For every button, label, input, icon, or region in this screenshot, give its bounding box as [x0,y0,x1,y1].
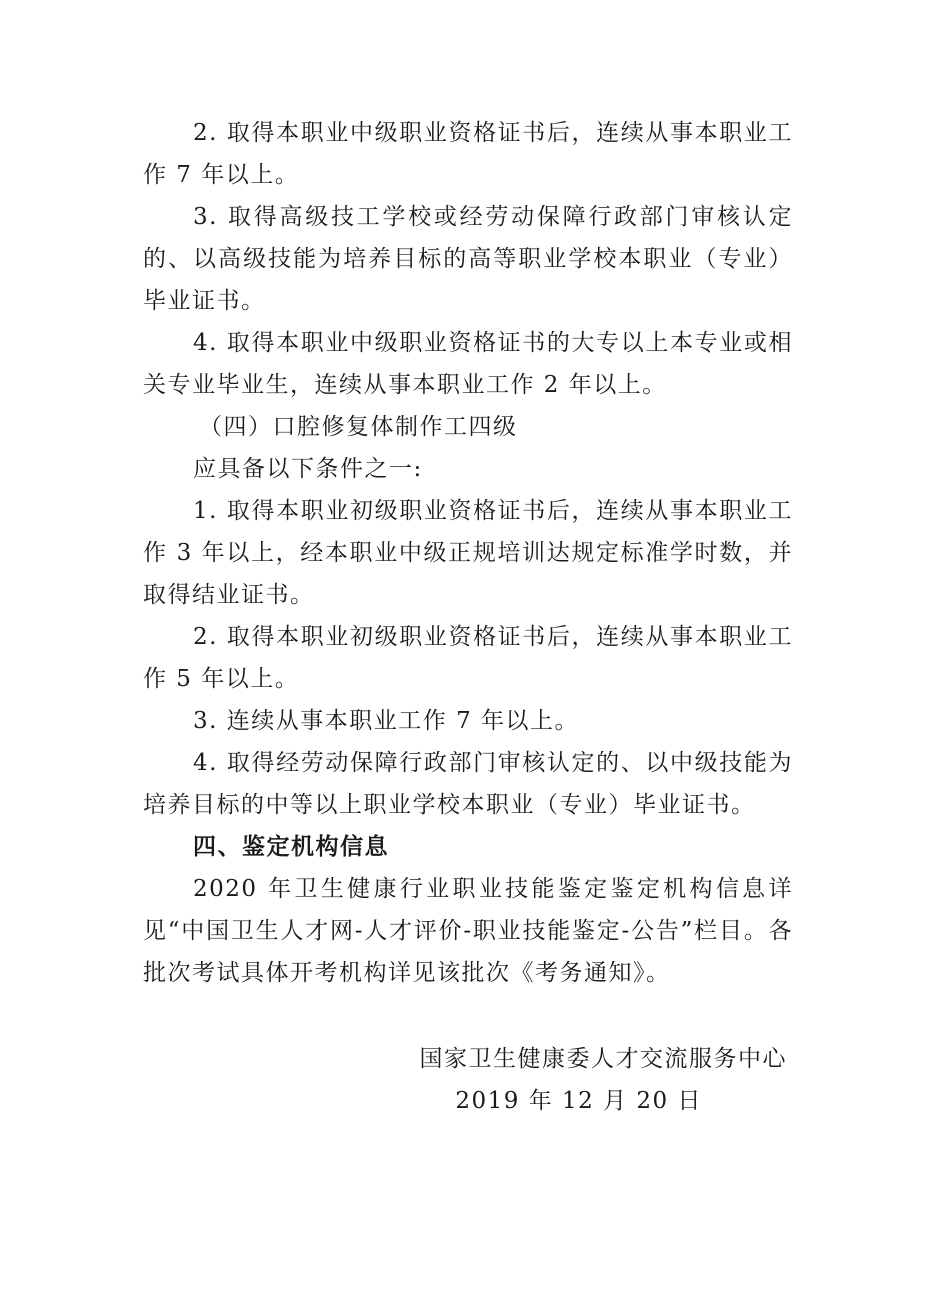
issuing-organization: 国家卫生健康委人才交流服务中心 [419,1046,787,1072]
document-body [143,112,793,994]
paragraph-item-3-continuous-work: 3. 连续从事本职业工作 7 年以上。 [193,708,580,734]
paragraph-item-2-intermediate: 2. 取得本职业中级职业资格证书后，连续从事本职业工作 7 年以上。 [143,120,793,188]
paragraph-item-2-primary-experience: 2. 取得本职业初级职业资格证书后，连续从事本职业工作 5 年以上。 [143,624,793,692]
signature-block [420,1038,788,1122]
paragraph-item-4-secondary-school: 4. 取得经劳动保障行政部门审核认定的、以中级技能为培养目标的中等以上职业学校本职业（专业）毕业证书。 [143,750,793,818]
subheading-level-four: （四）口腔修复体制作工四级 [199,414,518,440]
paragraph-item-1-primary-training: 1. 取得本职业初级职业资格证书后，连续从事本职业工作 3 年以上，经本职业中级正规培训达规定标准学时数，并取得结业证书。 [143,498,793,608]
section-heading-institution-info: 四、鉴定机构信息 [193,834,389,860]
paragraph-item-3-vocational-school: 3. 取得高级技工学校或经劳动保障行政部门审核认定的、以高级技能为培养目标的高等职业学校本职业（专业）毕业证书。 [143,204,793,314]
issue-date: 2019 年 12 月 20 日 [455,1088,702,1114]
paragraph-institution-info: 2020 年卫生健康行业职业技能鉴定鉴定机构信息详见“中国卫生人才网-人才评价-职业技能鉴定-公告”栏目。各批次考试具体开考机构详见该批次《考务通知》。 [143,876,793,986]
paragraph-item-4-college-graduate: 4. 取得本职业中级职业资格证书的大专以上本专业或相关专业毕业生，连续从事本职业工作 2 年以上。 [143,330,793,398]
paragraph-conditions-intro: 应具备以下条件之一: [193,456,423,482]
